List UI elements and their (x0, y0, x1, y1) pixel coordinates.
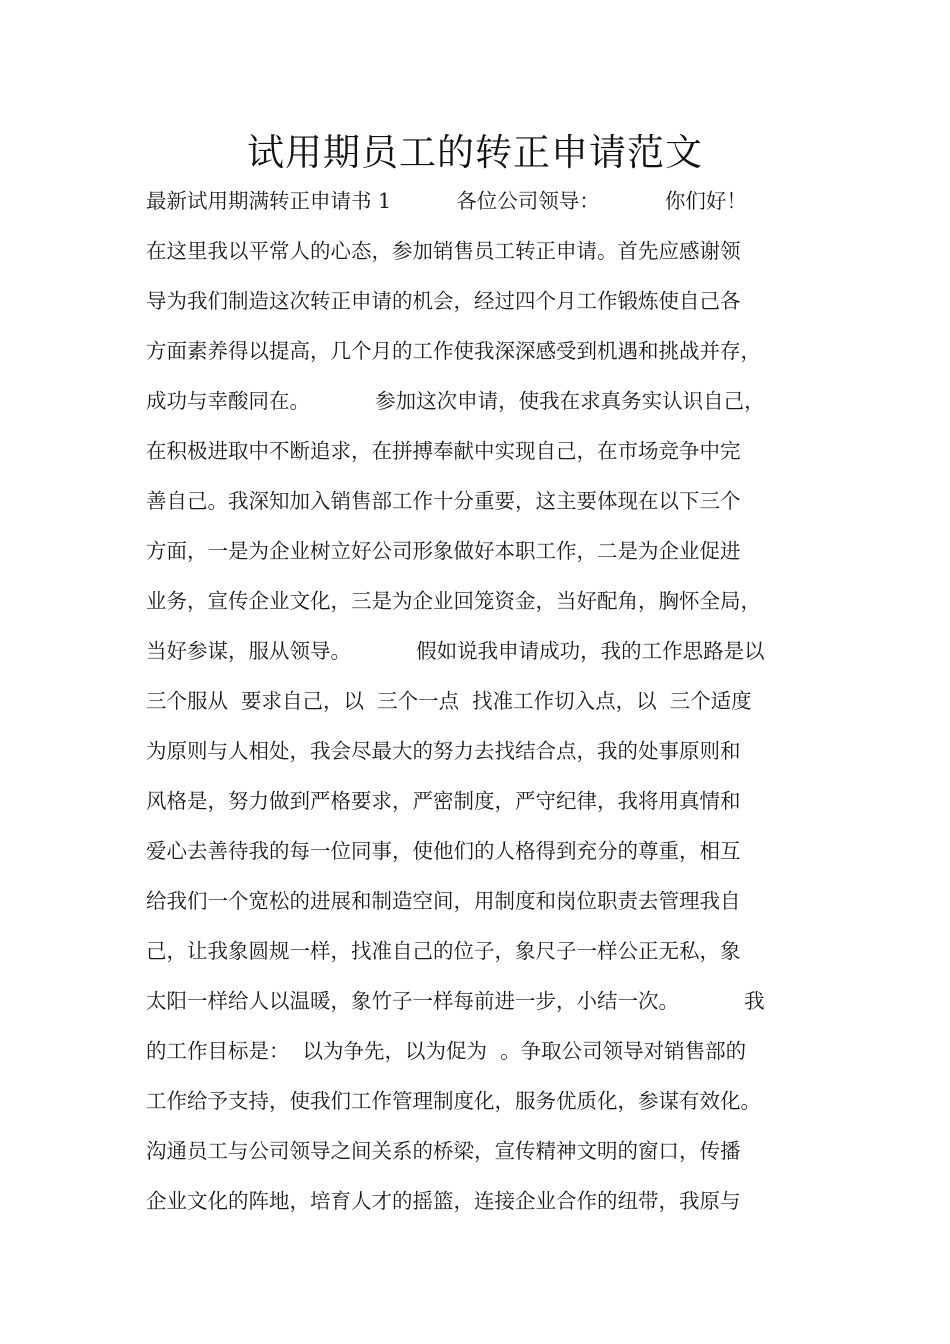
body-line-12: 为原则与人相处，我会尽最大的努力去找结合点，我的处事原则和 (146, 739, 741, 763)
body-line-1: 最新试用期满转正申请书 1 各位公司领导： 你们好！ (146, 189, 747, 213)
body-line-15: 给我们一个宽松的进展和制造空间，用制度和岗位职责去管理我自 (146, 889, 741, 913)
body-line-14: 爱心去善待我的每一位同事，使他们的人格得到充分的尊重，相互 (146, 839, 741, 863)
body-line-3: 导为我们制造这次转正申请的机会，经过四个月工作锻炼使自己各 (146, 289, 741, 313)
document-title: 试用期员工的转正申请范文 (247, 131, 703, 174)
body-line-7: 善自己。我深知加入销售部工作十分重要，这主要体现在以下三个 (146, 489, 741, 513)
body-line-19: 工作给予支持，使我们工作管理制度化，服务优质化，参谋有效化。 (146, 1089, 761, 1113)
body-line-9: 业务，宣传企业文化，三是为企业回笼资金，当好配角，胸怀全局， (146, 589, 761, 613)
body-line-16: 己，让我象圆规一样，找准自己的位子，象尺子一样公正无私，象 (146, 939, 741, 963)
body-line-6: 在积极进取中不断追求，在拼搏奉献中实现自己，在市场竞争中完 (146, 439, 741, 463)
body-line-10: 当好参谋，服从领导。 假如说我申请成功，我的工作思路是以 (146, 639, 765, 663)
body-line-17: 太阳一样给人以温暖，象竹子一样每前进一步，小结一次。 我 (146, 989, 765, 1013)
body-line-21: 企业文化的阵地，培育人才的摇篮，连接企业合作的纽带，我原与 (146, 1189, 741, 1213)
body-line-13: 风格是，努力做到严格要求，严密制度，严守纪律，我将用真情和 (146, 789, 741, 813)
body-line-5: 成功与幸酸同在。 参加这次申请，使我在求真务实认识自己， (146, 389, 765, 413)
body-line-2: 在这里我以平常人的心态，参加销售员工转正申请。首先应感谢领 (146, 239, 741, 263)
body-line-20: 沟通员工与公司领导之间关系的桥梁，宣传精神文明的窗口，传播 (146, 1139, 741, 1163)
body-line-18: 的工作目标是： 以为争先，以为促为 。争取公司领导对销售部的 (146, 1039, 747, 1063)
body-line-8: 方面，一是为企业树立好公司形象做好本职工作，二是为企业促进 (146, 539, 741, 563)
body-line-11: 三个服从 要求自己，以 三个一点 找准工作切入点，以 三个适度 (146, 689, 752, 713)
body-line-4: 方面素养得以提高，几个月的工作使我深深感受到机遇和挑战并存， (146, 339, 761, 363)
